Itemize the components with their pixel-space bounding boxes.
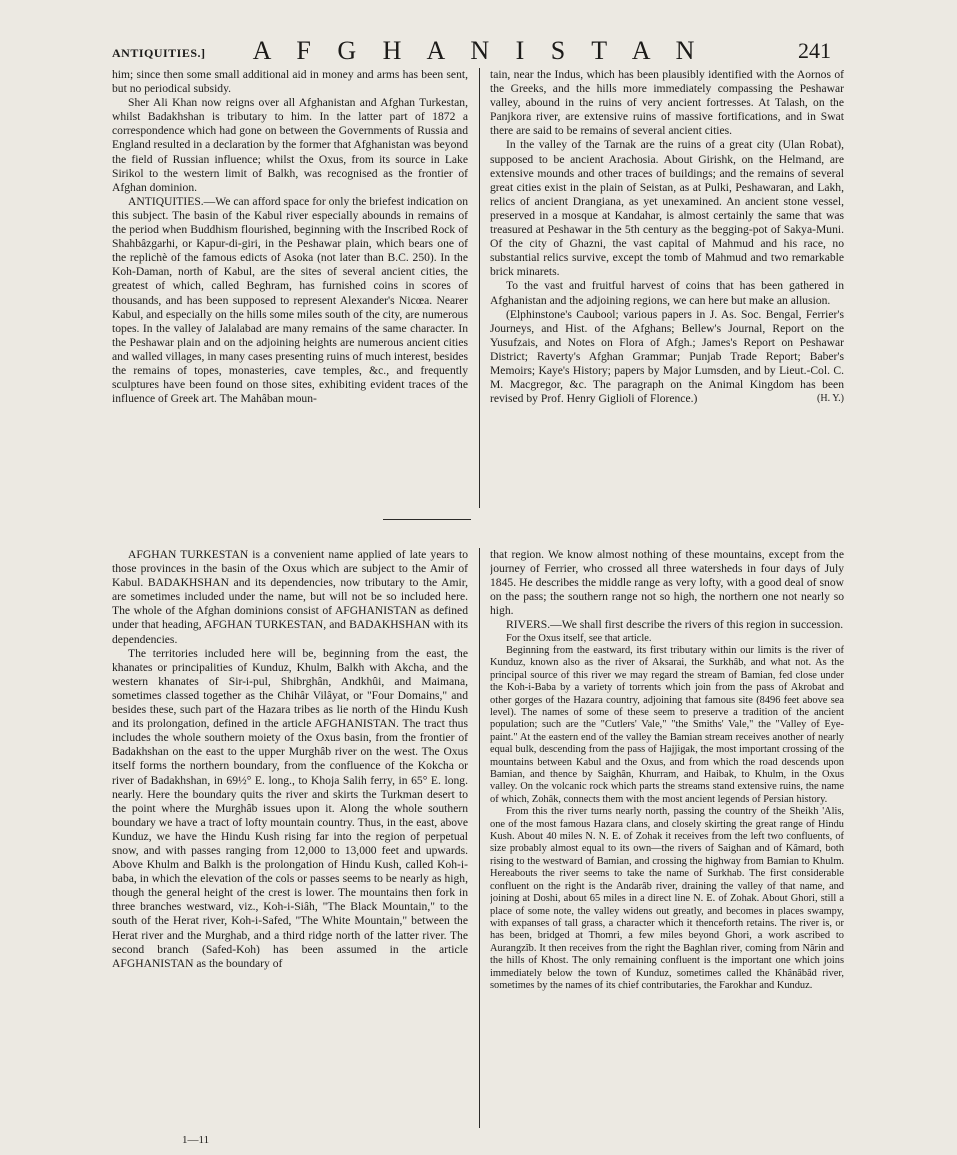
page-title: A F G H A N I S T A N [252, 36, 705, 65]
paragraph: that region. We know almost nothing of these mountains, except from the journey of Ferrier, who crossed all three watersheds in four days of July 1845. He describes the middle range as very lofty, with a good deal of snow on the pass; the southern range not so high, the northern one not nearly so high. [490, 548, 844, 618]
paragraph: For the Oxus itself, see that article. [506, 632, 652, 644]
paragraph: The territories included here will be, beginning from the east, the khanates or principalities of Kunduz, Khulm, Balkh with Akcha, and the western khanates of Sir-i-pul, Shibrghân, Andkhûi, and Maimana, sometimes classed together as the Chihâr Vilâyat, or "Four Domains," and besides these, such part of the Hazara tribes as lie north of the Hindu Kush and its prolongation, defined in the article AFGHANISTAN. The tract thus includes the whole southern moiety of the Oxus basin, from the frontier of Badakhshan on the east to the upper Murghâb river on the west. The Oxus itself forms the northern boundary, from the confluence of the Kokcha or river of Badakhshan, in 69½° E. long., to Khoja Salih ferry, in 65° E. long. nearly. Here the boundary quits the river and skirts the Turkman desert to the point where the Murghâb issues upon it. Along the whole southern boundary we have a tract of lofty mountain country. Thus, in the east, above Kunduz, we have the Hindu Kush rising far into the region of perpetual snow, and with passes ranging from 12,000 to 13,000 feet and upwards. Above Khulm and Balkh is the prolongation of Hindu Kush, called Koh-i-baba, in which the elevation of the cols or passes seems to be nearly as high, though the general height of the crest is lower. The mountains then fork in three branches westward, viz., Koh-i-Siâh, "The Black Mountain," to the south of the Herat river, Koh-i-Safed, "The White Mountain," between the Herat river and the Murghab, and a third ridge north of the latter river. The second branch (Safed-Koh) has been assumed in the article AFGHANISTAN as the boundary of [112, 646, 468, 970]
column-divider [479, 68, 480, 508]
section-label: ANTIQUITIES.] [112, 46, 206, 60]
paragraph: Beginning from the eastward, its first tributary within our limits is the river of Kunduz, known also as the river of Aksarai, the Surkhâb, and what not. As the principal source of this river we may regard the stream of Bamian, fed close under the Koh-i-Baba by a variety of torrents which join from the pass of Akrobat and other gorges of the Hazara country, adjoining that famous site (8496 feet above sea level). The names of some of these seem to preserve a tradition of the ancient population; such are the "Cutlers' Vale," "the Smiths' Vale," the "Valley of Eye-paint." At the eastern end of the valley the Bamian stream receives another of nearly equal bulk, descending from the pass of Hajjigak, the most important crossing of the mountains between Kabul and the Oxus, and from which the road descends upon Bamian, and thence by Saighân, Khurram, and Haibak, to Khulm, in the Oxus valley. On the volcanic rock which parts the streams stand extensive ruins, the name of which, Zohâk, connects them with the most ancient legends of Persian history. [490, 644, 844, 805]
page-number: 241 [798, 38, 831, 63]
upper-left-column [112, 68, 468, 500]
paragraph: From this the river turns nearly north, passing the country of the Sheikh 'Alis, one of the most famous Hazara clans, and closely skirting the great range of Hindu Kush. About 40 miles N. N. E. of Zohak it receives from the left two confluents, of size probably almost equal to its own—the rivers of Saighan and of Kâmard, both rising to the westward of Bamian, and crossing the highway from Bamian to Khulm. Hereabouts the river seems to take the name of Surkhab. The first considerable confluent on the right is the Andarâb river, draining the valley of that name, and joining at Doshi, about 65 miles in a direct line N. E. of Zohak. About Ghori, still a place of some note, the valley widens out greatly, and becomes in places swampy, with expanses of tall grass, a character which it thenceforth retains. The river is, or has been, bridged at Thomri, a few miles beyond Ghori, a work ascribed to Aurangzîb. It then receives from the right the Baghlan river, coming from Nârin and the hills of Khost. The only remaining confluent is the important one which joins immediately below the town of Kunduz, sometimes called the Khânâbâd river, sometimes by the names of its chief contributaries, the Farokhar and Kunduz. [490, 806, 844, 991]
paragraph: To the vast and fruitful harvest of coins that has been gathered in Afghanistan and the adjoining regions, we can here but make an allusion. [490, 279, 844, 307]
lower-left-column [112, 548, 468, 1126]
paragraph: AFGHAN TURKESTAN is a convenient name applied of late years to those provinces in the basin of the Oxus which are subject to the Amir of Kabul. BADAKHSHAN and its dependencies, now tributary to the Amir, are sometimes included under the name, but will not be so included here. The whole of the Afghan dominions consist of AFGHANISTAN as defined under that heading, AFGHAN TURKESTAN, and BADAKHSHAN with its dependencies. [112, 548, 468, 646]
paragraph [490, 308, 844, 407]
paragraph: him; since then some small additional aid in money and arms has been sent, but no periodical subsidy. [112, 68, 468, 96]
paragraph: ANTIQUITIES.—We can afford space for only the briefest indication on this subject. The basin of the Kabul river especially abounds in remains of the period when Buddhism flourished, beginning with the Inscribed Rock of Shahbâzgarhi, or Kapur-di-giri, in the Peshawar plain, which bears one of the replichè of the famous edicts of Asoka (not later than B.C. 250). In the Koh-Daman, north of Kabul, are the sites of several ancient cities, the greatest of which, called Beghram, has furnished coins in scores of thousands, and has been supposed to represent Alexander's Nicœa. Nearer Kabul, and especially on the hills some miles south of the city, are numerous topes. In the valley of Jalalabad are many remains of the same character. In the Peshawar plain and on the adjoining heights are numerous ancient cities and walled villages, in many cases presenting ruins of much interest, besides the remains of topes, monasteries, cave temples, &c., and frequently sculptures have been found on those sites, exhibiting evident traces of the influence of Greek art. The Mahâban moun- [112, 194, 468, 406]
section-separator [383, 519, 471, 520]
author-initials: (H. Y.) [817, 393, 844, 405]
paragraph: tain, near the Indus, which has been plausibly identified with the Aornos of the Greeks, and the hills more immediately compassing the Peshawar valley, abound in the ruins of very ancient fortresses. At Talash, on the Panjkora river, are extensive ruins of massive fortifications, and in Swat there are said to be remains of several ancient cities. [490, 68, 844, 138]
lower-right-column [490, 548, 844, 1138]
upper-right-column [490, 68, 844, 500]
bibliography: (Elphinstone's Caubool; various papers in J. As. Soc. Bengal, Ferrier's Journeys, and Hist. of the Afghans; Bellew's Journal, Report on the Yusufzais, and Notes on Flora of Afgh.; James's Report on Peshawar District; Raverty's Afghan Grammar; Punjab Trade Report; Baber's Memoirs; Kaye's History; papers by Major Lumsden, and by Lieut.-Col. C. M. Macgregor, &c. The paragraph on the Animal Kingdom has been revised by Prof. Henry Giglioli of Florence.) [490, 307, 844, 406]
paragraph: In the valley of the Tarnak are the ruins of a great city (Ulan Robat), supposed to be ancient Arachosia. About Girishk, on the Helmand, are extensive mounds and other traces of buildings; and the remains of several great cities exist in the plain of Seistan, as at Pulki, Peshawaran, and Lakh, relics of ancient Drangiana, as yet unexamined. An ancient stone vessel, preserved in a mosque at Kandahar, is almost certainly the same that was treasured at Peshawar in the 5th century as the begging-pot of Sakya-Muni. Of the city of Ghazni, the vast capital of Mahmud and his race, no substantial relics survive, except the tomb of Mahmud and two remarkable brick minarets. [490, 138, 844, 279]
column-divider [479, 548, 480, 1128]
paragraph: Sher Ali Khan now reigns over all Afghanistan and Afghan Turkestan, whilst Badakhshan is tributary to him. In the latter part of 1872 a correspondence which had gone on between the Governments of Russia and England resulted in a declaration by the former that Afghanistan was beyond the field of Russian influence; whilst the Oxus, from its source in Lake Sirikol to the western limit of Balkh, was recognised as the frontier of Afghan dominion. [112, 96, 468, 194]
signature-mark: 1—11 [182, 1134, 210, 1146]
paragraph: RIVERS.—We shall first describe the rivers of this region in succession. [506, 618, 844, 632]
